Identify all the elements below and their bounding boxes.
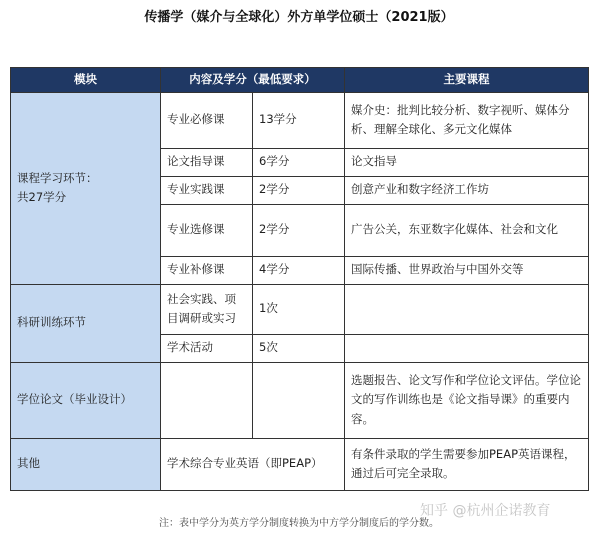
credit-value: 13学分 xyxy=(253,92,345,148)
module-label: 课程学习环节： xyxy=(17,170,98,185)
module-cell-research: 科研训练环节 xyxy=(11,284,161,362)
course-content: 有条件录取的学生需要参加PEAP英语课程，通过后可完全录取。 xyxy=(345,438,589,490)
module-cell-courses xyxy=(11,92,161,284)
header-courses: 主要课程 xyxy=(345,68,589,93)
course-content: 创意产业和数字经济工作坊 xyxy=(345,176,589,204)
credit-value: 6学分 xyxy=(253,148,345,176)
sub-item: 学术活动 xyxy=(161,334,253,362)
course-content: 论文指导 xyxy=(345,148,589,176)
module-cell-thesis: 学位论文（毕业设计） xyxy=(11,362,161,438)
sub-item: 学术综合专业英语（即PEAP） xyxy=(161,438,345,490)
sub-item: 专业必修课 xyxy=(161,92,253,148)
sub-item: 专业补修课 xyxy=(161,256,253,284)
header-content: 内容及学分（最低要求） xyxy=(161,68,345,93)
sub-item: 论文指导课 xyxy=(161,148,253,176)
sub-item: 社会实践、项目调研或实习 xyxy=(161,284,253,334)
course-content: 选题报告、论文写作和学位论文评估。学位论文的写作训练也是《论文指导课》的重要内容。 xyxy=(345,362,589,438)
table-row xyxy=(11,92,589,148)
module-cell-other: 其他 xyxy=(11,438,161,490)
watermark-text: 知乎 @杭州企诺教育 xyxy=(420,503,551,519)
table-row xyxy=(11,284,589,334)
credit-value: 4学分 xyxy=(253,256,345,284)
credit-value-empty xyxy=(253,362,345,438)
sub-item: 专业选修课 xyxy=(161,204,253,256)
header-module: 模块 xyxy=(11,68,161,93)
module-credits: 共27学分 xyxy=(17,190,67,205)
footnote: 注：表中学分为英方学分制度转换为中方学分制度后的学分数。 xyxy=(159,518,439,529)
table-row xyxy=(11,438,589,490)
course-content: 广告公关，东亚数字化媒体、社会和文化 xyxy=(345,204,589,256)
course-content xyxy=(345,284,589,334)
credit-value: 1次 xyxy=(253,284,345,334)
sub-item-empty xyxy=(161,362,253,438)
table-header-row xyxy=(11,68,589,93)
course-content: 媒介史：批判比较分析、数字视听、媒体分析、理解全球化、多元文化媒体 xyxy=(345,92,589,148)
course-content xyxy=(345,334,589,362)
credit-value: 2学分 xyxy=(253,204,345,256)
sub-item: 专业实践课 xyxy=(161,176,253,204)
table-row xyxy=(11,362,589,438)
curriculum-table xyxy=(10,67,589,491)
credit-value: 5次 xyxy=(253,334,345,362)
course-content: 国际传播、世界政治与中国外交等 xyxy=(345,256,589,284)
credit-value: 2学分 xyxy=(253,176,345,204)
document-title: 传播学（媒介与全球化）外方单学位硕士（2021版） xyxy=(144,10,454,25)
